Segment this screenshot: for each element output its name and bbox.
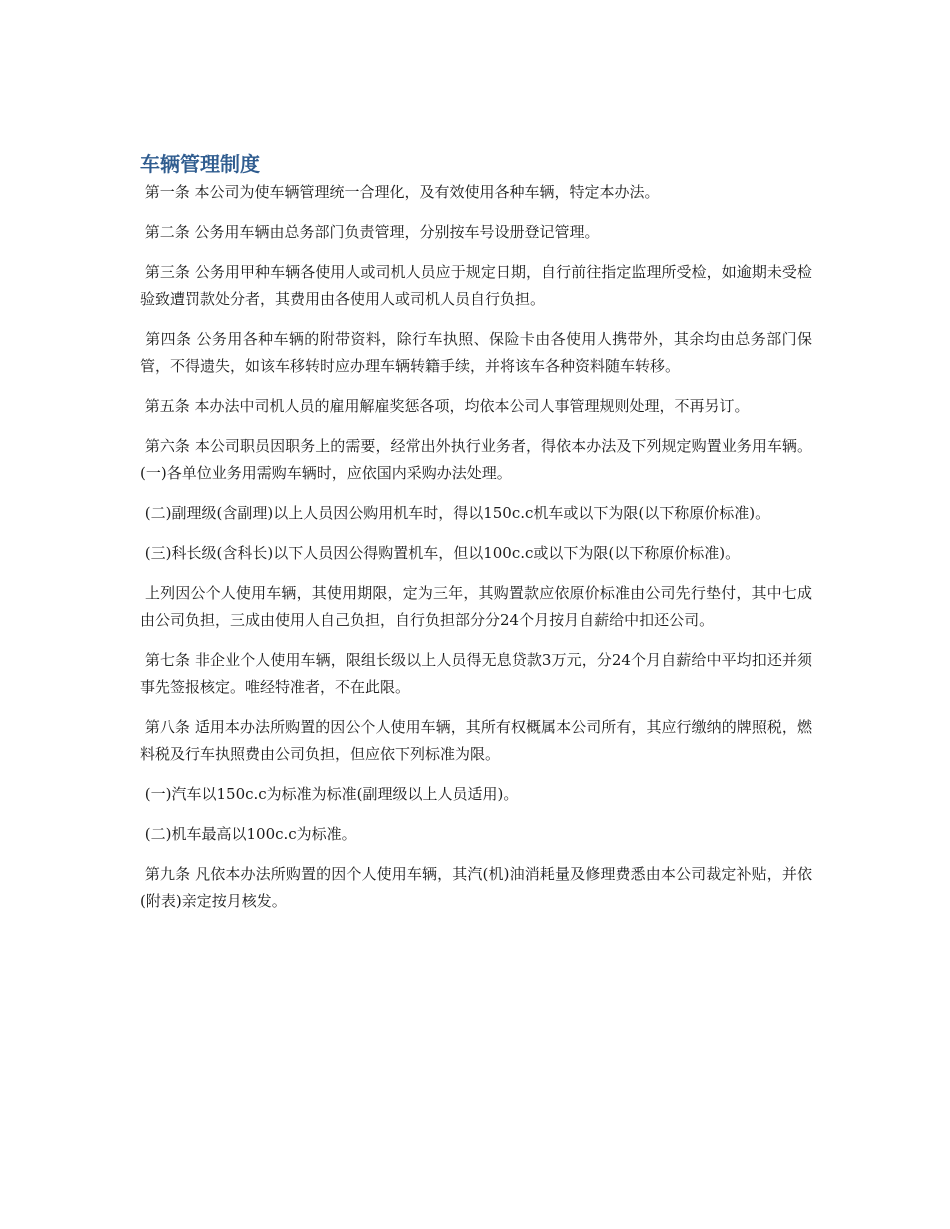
article-6: 第六条 本公司职员因职务上的需要，经常出外执行业务者，得依本办法及下列规定购置业务用车辆。(一)各单位业务用需购车辆时，应依国内采购办法处理。 [140, 437, 812, 482]
article-6-item-3: (三)科长级(含科长)以下人员因公得购置机车，但以100c.c或以下为限(以下称原价标准)。 [140, 544, 741, 562]
article-2: 第二条 公务用车辆由总务部门负责管理，分别按车号设册登记管理。 [140, 223, 600, 241]
article-6-item-2: (二)副理级(含副理)以上人员因公购用机车时，得以150c.c机车或以下为限(以下称原价标准)。 [140, 504, 771, 522]
article-5: 第五条 本办法中司机人员的雇用解雇奖惩各项，均依本公司人事管理规则处理，不再另订。 [140, 397, 750, 415]
article-4: 第四条 公务用各种车辆的附带资料，除行车执照、保险卡由各使用人携带外，其余均由总务部门保管，不得遗失，如该车移转时应办理车辆转籍手续，并将该车各种资料随车转移。 [140, 330, 812, 375]
document-body [140, 179, 812, 928]
document-title: 车辆管理制度 [140, 152, 260, 176]
article-8-item-1: (一)汽车以150c.c为标准为标准(副理级以上人员适用)。 [140, 785, 519, 803]
article-7: 第七条 非企业个人使用车辆，限组长级以上人员得无息贷款3万元，分24个月自薪给中平均扣还并须事先签报核定。唯经特准者，不在此限。 [140, 651, 812, 696]
article-9: 第九条 凡依本办法所购置的因个人使用车辆，其汽(机)油消耗量及修理费悉由本公司裁定补贴，并依(附表)亲定按月核发。 [140, 865, 812, 910]
article-6-note: 上列因公个人使用车辆，其使用期限，定为三年，其购置款应依原价标准由公司先行垫付，其中七成由公司负担，三成由使用人自己负担，自行负担部分分24个月按月自薪给中扣还公司。 [140, 584, 812, 629]
article-1: 第一条 本公司为使车辆管理统一合理化，及有效使用各种车辆，特定本办法。 [140, 183, 660, 201]
article-3: 第三条 公务用甲种车辆各使用人或司机人员应于规定日期，自行前往指定监理所受检，如逾期未受检验致遭罚款处分者，其费用由各使用人或司机人员自行负担。 [140, 263, 812, 308]
article-8: 第八条 适用本办法所购置的因公个人使用车辆，其所有权概属本公司所有，其应行缴纳的牌照税，燃料税及行车执照费由公司负担，但应依下列标准为限。 [140, 718, 812, 763]
article-8-item-2: (二)机车最高以100c.c为标准。 [140, 825, 357, 843]
